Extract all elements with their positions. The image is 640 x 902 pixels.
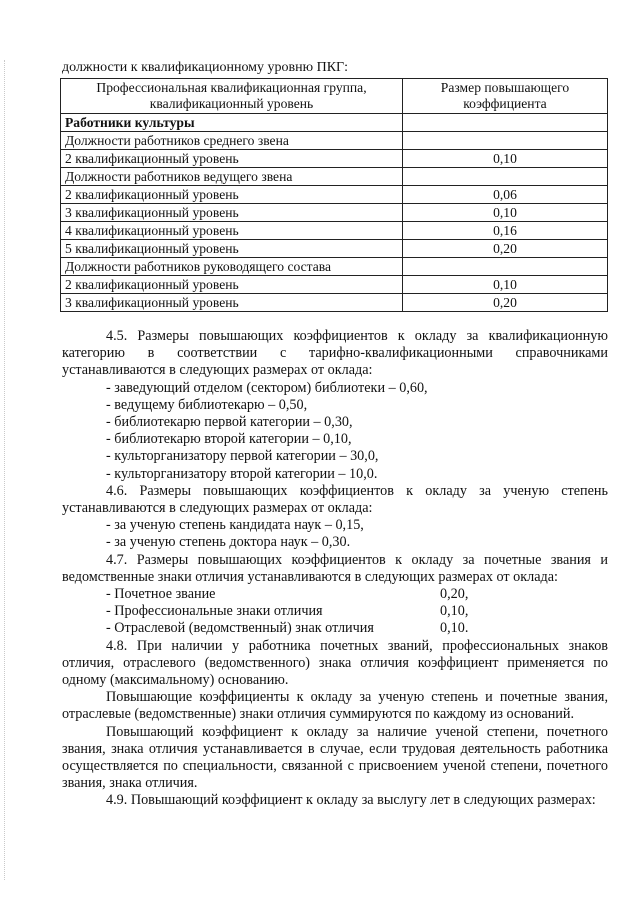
row-coefficient: 0,16 [403, 222, 608, 240]
row-level: Должности работников среднего звена [61, 132, 403, 150]
paragraph-4-7: 4.7. Размеры повышающих коэффициентов к окладу за почетные звания и ведомственные знаки отличия устанавливаются в следующих размерах от оклада: [62, 551, 608, 585]
list-item: - заведующий отделом (сектором) библиотеки – 0,60, [106, 379, 428, 396]
row-level: 2 квалификационный уровень [61, 186, 403, 204]
row-level: Работники культуры [61, 114, 403, 132]
row-level: 2 квалификационный уровень [61, 150, 403, 168]
table-row [61, 294, 608, 312]
row-coefficient: 0,10 [403, 204, 608, 222]
table-row [61, 186, 608, 204]
row-coefficient: 0,06 [403, 186, 608, 204]
row-level: 3 квалификационный уровень [61, 294, 403, 312]
row-coefficient: 0,10 [403, 150, 608, 168]
table-row [61, 150, 608, 168]
item-value: 0,10. [440, 620, 469, 637]
row-coefficient [403, 168, 608, 186]
row-level: 3 квалификационный уровень [61, 204, 403, 222]
list-item: - библиотекарю первой категории – 0,30, [106, 414, 353, 431]
list-item: - за ученую степень доктора наук – 0,30. [106, 534, 351, 551]
row-coefficient [403, 258, 608, 276]
table-row [61, 258, 608, 276]
header-coefficient: Размер повышающего коэффициента [403, 79, 608, 114]
table-row [61, 240, 608, 258]
paragraph-4-8-condition: Повышающий коэффициент к окладу за наличие ученой степени, почетного звания, знака отличия устанавливается в случае, если трудовая деятельность работника осуществляется по специальности, связанной с присвоением ученой степени, почетного звания, знака отличия. [62, 723, 608, 792]
header-group-level: Профессиональная квалификационная группа, квалификационный уровень [61, 79, 403, 114]
list-item: - за ученую степень кандидата наук – 0,15, [106, 517, 364, 534]
document-body [62, 328, 608, 810]
row-coefficient [403, 114, 608, 132]
item-label: - Почетное звание [106, 586, 216, 603]
table-row [61, 276, 608, 294]
list-item [62, 586, 608, 603]
row-level: Должности работников руководящего состава [61, 258, 403, 276]
intro-line: должности к квалификационному уровню ПКГ: [62, 60, 349, 75]
list-item: - культорганизатору второй категории – 10,0. [106, 465, 378, 482]
item-label: - Профессиональные знаки отличия [106, 603, 323, 620]
table-row [61, 222, 608, 240]
paragraph-4-5: 4.5. Размеры повышающих коэффициентов к окладу за квалификационную категорию в соответствии с тарифно-квалификационными справочниками устанавливаются в следующих размерах от оклада: [62, 328, 608, 379]
table-row [61, 114, 608, 132]
scan-edge-line [4, 60, 6, 880]
paragraph-4-6: 4.6. Размеры повышающих коэффициентов к окладу за ученую степень устанавливаются в следующих размерах от оклада: [62, 482, 608, 517]
item-value: 0,10, [440, 603, 469, 620]
row-coefficient [403, 132, 608, 150]
list-item: - библиотекарю второй категории – 0,10, [106, 431, 352, 448]
row-level: 4 квалификационный уровень [61, 222, 403, 240]
table-row [61, 168, 608, 186]
list-item: - ведущему библиотекарю – 0,50, [106, 396, 308, 413]
list-item [62, 603, 608, 620]
coefficient-table [60, 78, 608, 312]
table-row [61, 204, 608, 222]
paragraph-4-8-sum: Повышающие коэффициенты к окладу за ученую степень и почетные звания, отраслевые (ведомственные) знаки отличия суммируются по каждому из оснований. [62, 689, 608, 723]
table-row [61, 132, 608, 150]
row-level: 5 квалификационный уровень [61, 240, 403, 258]
item-label: - Отраслевой (ведомственный) знак отличия [106, 620, 374, 637]
list-item: - культорганизатору первой категории – 30,0, [106, 448, 379, 465]
row-level: Должности работников ведущего звена [61, 168, 403, 186]
row-level: 2 квалификационный уровень [61, 276, 403, 294]
table-header-row [61, 79, 608, 114]
paragraph-4-8: 4.8. При наличии у работника почетных званий, профессиональных знаков отличия, отраслевого (ведомственного) знака отличия коэффициент применяется по одному (максимальному) основанию. [62, 637, 608, 689]
row-coefficient: 0,20 [403, 294, 608, 312]
list-item [62, 620, 608, 637]
row-coefficient: 0,10 [403, 276, 608, 294]
paragraph-4-9: 4.9. Повышающий коэффициент к окладу за выслугу лет в следующих размерах: [106, 792, 596, 809]
row-coefficient: 0,20 [403, 240, 608, 258]
item-value: 0,20, [440, 586, 469, 603]
